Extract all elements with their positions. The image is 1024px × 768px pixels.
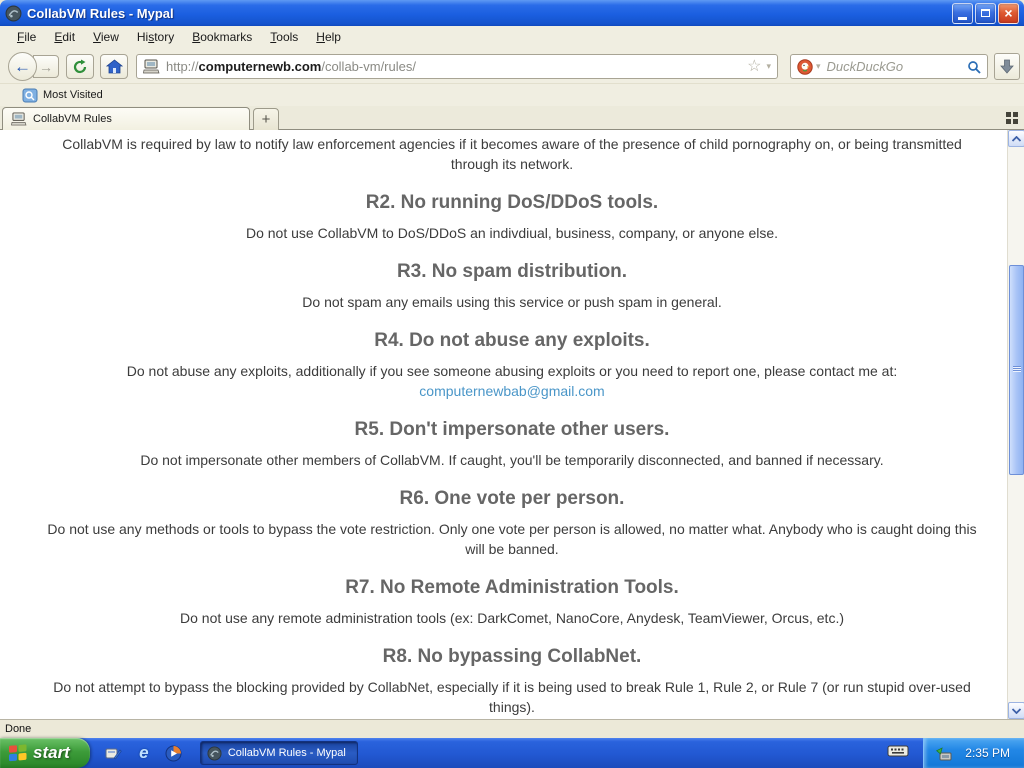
rule-heading: R4. Do not abuse any exploits. xyxy=(374,330,650,351)
intro-paragraph: CollabVM is required by law to notify law enforcement agencies if it becomes aware of the presence of child pornography on, or being transmitted through its network. xyxy=(62,136,962,172)
mypal-logo-icon xyxy=(5,5,22,22)
search-placeholder: DuckDuckGo xyxy=(826,59,904,74)
rule-heading: R5. Don't impersonate other users. xyxy=(354,419,670,440)
plus-icon: + xyxy=(261,111,271,128)
tab-collabvm-rules[interactable] xyxy=(2,107,250,130)
rule-heading: R6. One vote per person. xyxy=(399,488,625,509)
restore-icon xyxy=(981,9,990,17)
url-protocol: http:// xyxy=(166,59,199,74)
contact-email-link[interactable]: computernewbab@gmail.com xyxy=(419,383,605,399)
start-button[interactable] xyxy=(0,738,90,768)
rule-body: Do not use any methods or tools to bypass the vote restriction. Only one vote per person is allowed, no matter what. Anybody who is caught doing this will be banned. xyxy=(47,521,977,557)
media-player-icon[interactable] xyxy=(164,743,184,763)
safely-remove-icon[interactable] xyxy=(936,745,954,762)
home-icon xyxy=(106,59,123,74)
menu-bar xyxy=(0,26,1024,48)
forward-icon: → xyxy=(39,58,53,75)
bookmark-star-icon[interactable]: ☆ xyxy=(747,57,762,75)
status-text: Done xyxy=(5,723,32,735)
bookmarks-bar xyxy=(0,84,1024,106)
tab-favicon xyxy=(11,112,27,126)
restore-button[interactable] xyxy=(975,3,996,24)
url-domain: computernewb.com xyxy=(198,59,322,74)
url-bar[interactable] xyxy=(136,54,778,79)
most-visited-icon xyxy=(22,88,38,103)
windows-flag-icon xyxy=(9,744,27,762)
new-tab-button[interactable] xyxy=(253,108,279,130)
keyboard-icon[interactable] xyxy=(887,744,909,763)
rule-heading: R2. No running DoS/DDoS tools. xyxy=(365,192,659,213)
title-bar xyxy=(0,0,1024,26)
menu-tools[interactable]: Tools xyxy=(270,30,299,44)
back-icon: ← xyxy=(14,56,31,76)
rule-body: Do not abuse any exploits, additionally if you see someone abusing exploits or you need to report one, please contact me at: computernewbab@gmail.com xyxy=(126,363,898,399)
rule-heading: R3. No spam distribution. xyxy=(396,261,628,282)
menu-history[interactable]: History xyxy=(136,30,175,44)
rules-list xyxy=(43,192,981,717)
rule-body: Do not impersonate other members of CollabVM. If caught, you'll be temporarily disconnected, and banned if necessary. xyxy=(140,452,884,468)
taskbar xyxy=(0,738,1024,768)
minimize-button[interactable] xyxy=(952,3,973,24)
menu-bookmarks[interactable]: Bookmarks xyxy=(192,30,253,44)
close-icon: × xyxy=(1004,5,1013,21)
site-favicon xyxy=(143,59,160,74)
reload-button[interactable] xyxy=(66,54,94,79)
page-content xyxy=(0,130,1024,719)
task-label: CollabVM Rules - Mypal xyxy=(227,747,346,759)
scroll-up-button[interactable] xyxy=(1008,130,1024,147)
clock: 2:35 PM xyxy=(965,746,1010,760)
tab-grid-icon xyxy=(1006,112,1011,117)
scroll-up-icon xyxy=(1012,136,1021,142)
bookmark-label: Most Visited xyxy=(43,89,103,101)
search-engine-chevron-icon[interactable]: ▾ xyxy=(816,61,821,71)
rule-body: Do not use any remote administration tools (ex: DarkComet, NanoCore, Anydesk, TeamViewer, Orcus, etc.) xyxy=(180,610,844,626)
rule-body: Do not spam any emails using this service or push spam in general. xyxy=(302,294,722,310)
menu-edit[interactable]: Edit xyxy=(54,30,76,44)
list-all-tabs-button[interactable] xyxy=(1006,112,1018,124)
tab-label: CollabVM Rules xyxy=(33,113,112,125)
reload-icon xyxy=(72,59,88,75)
thumb-grip xyxy=(1013,366,1021,372)
vertical-scrollbar[interactable] xyxy=(1007,130,1024,719)
quick-launch xyxy=(90,743,194,763)
back-button[interactable] xyxy=(8,52,37,81)
scroll-down-button[interactable] xyxy=(1008,702,1024,719)
navigation-toolbar xyxy=(0,48,1024,84)
status-bar xyxy=(0,719,1024,738)
taskbar-task-collabvm[interactable] xyxy=(200,741,358,765)
menu-file[interactable]: File xyxy=(17,30,37,44)
duckduckgo-icon xyxy=(797,59,813,75)
home-button[interactable] xyxy=(100,54,128,79)
rule-body: Do not use CollabVM to DoS/DDoS an indivdiual, business, company, or anyone else. xyxy=(245,225,779,241)
chevron-down-icon[interactable]: ▾ xyxy=(766,61,771,71)
menu-view[interactable]: View xyxy=(93,30,119,44)
scrollbar-thumb[interactable] xyxy=(1009,265,1024,475)
minimize-icon xyxy=(958,17,967,20)
task-icon xyxy=(207,746,222,761)
internet-explorer-icon[interactable]: e xyxy=(139,743,149,762)
bookmark-most-visited[interactable] xyxy=(16,86,109,105)
show-desktop-icon[interactable] xyxy=(104,743,124,763)
rule-heading: R7. No Remote Administration Tools. xyxy=(345,577,679,598)
menu-help[interactable]: Help xyxy=(316,30,341,44)
downloads-button[interactable] xyxy=(994,53,1020,80)
search-icon[interactable] xyxy=(967,60,981,74)
window-title: CollabVM Rules - Mypal xyxy=(27,5,174,21)
url-path: /collab-vm/rules/ xyxy=(321,59,416,74)
tab-bar xyxy=(0,106,1024,130)
rule-body: Do not attempt to bypass the blocking provided by CollabNet, especially if it is being used to break Rule 1, Rule 2, or Rule 7 (or run stupid over-used things). xyxy=(53,679,971,715)
system-tray xyxy=(923,738,1024,768)
search-input[interactable] xyxy=(790,54,988,79)
scroll-down-icon xyxy=(1012,708,1021,714)
close-button[interactable] xyxy=(998,3,1019,24)
start-label: start xyxy=(33,743,70,762)
rule-heading: R8. No bypassing CollabNet. xyxy=(382,646,642,667)
downloads-icon xyxy=(1000,59,1014,74)
